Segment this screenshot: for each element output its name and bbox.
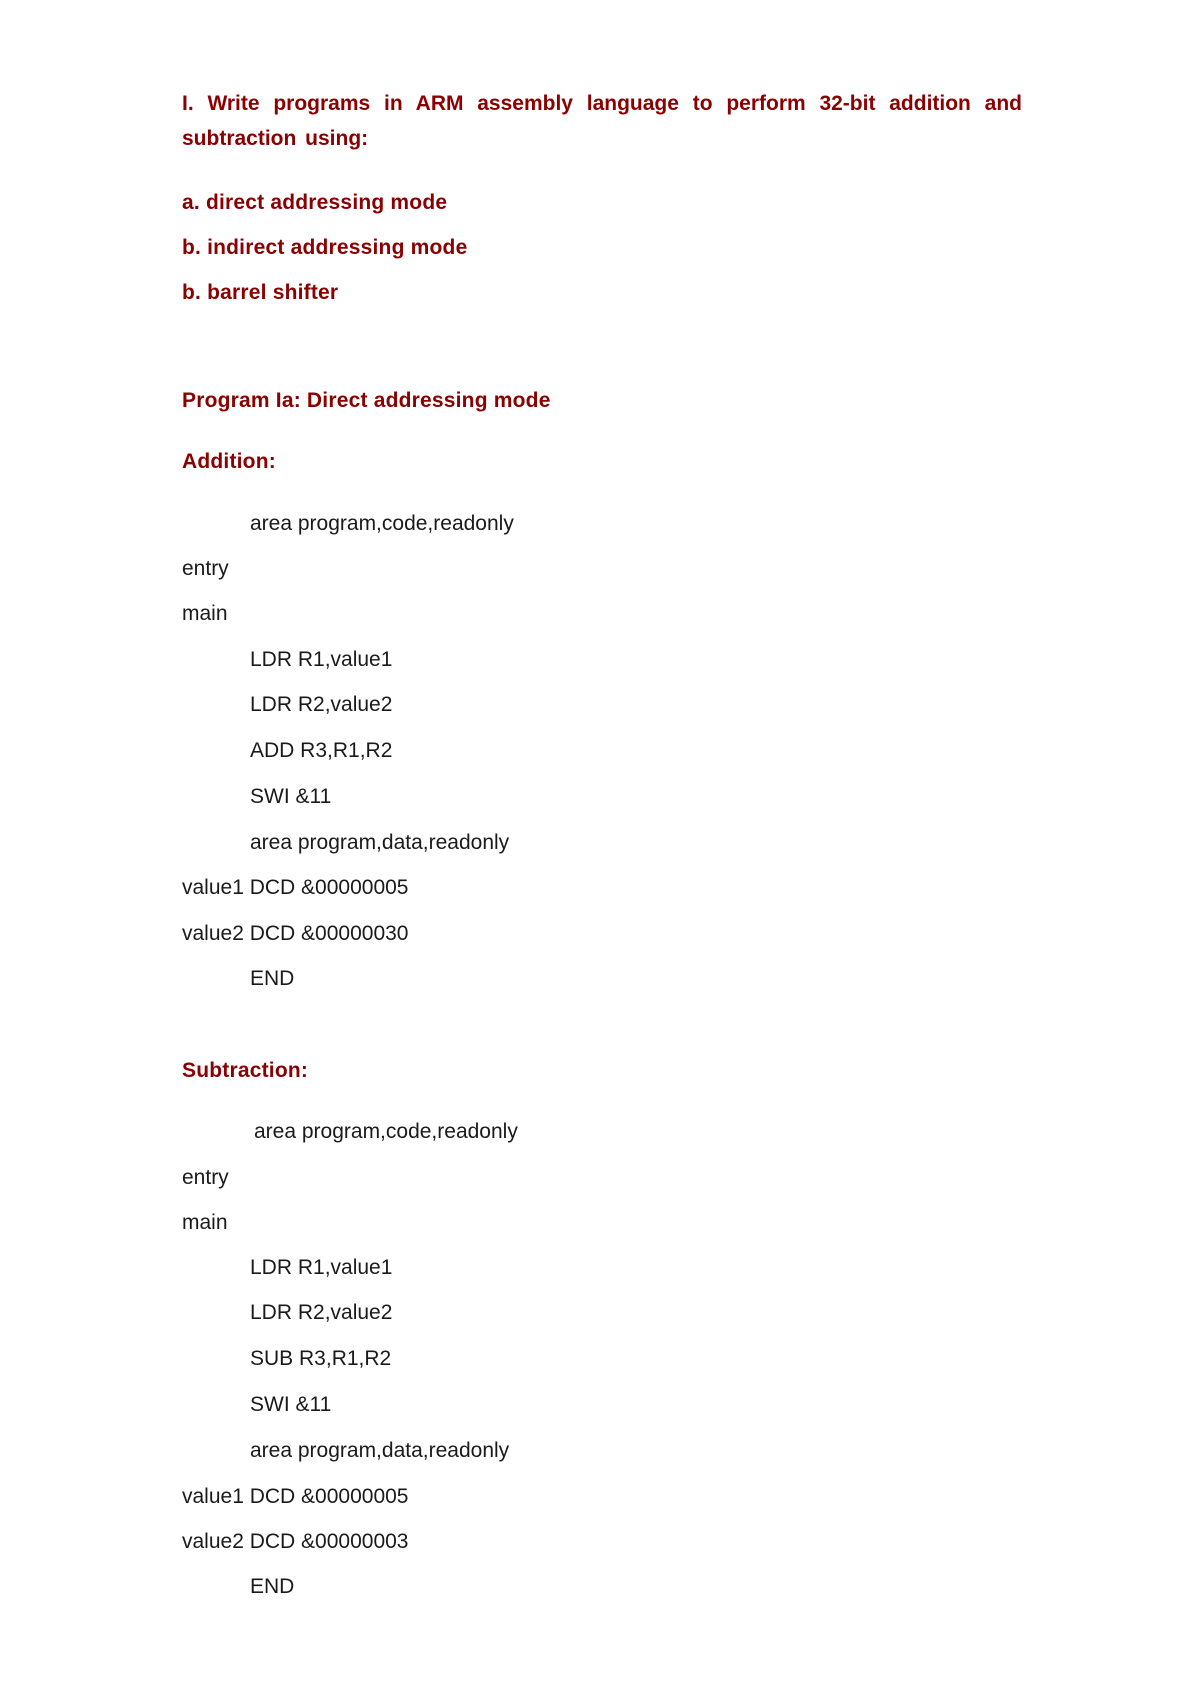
- code-line: LDR R1,value1: [250, 1256, 393, 1279]
- code-line: main: [182, 1211, 228, 1234]
- program-title: Program Ia: Direct addressing mode: [182, 389, 551, 412]
- code-line: LDR R2,value2: [250, 1301, 393, 1324]
- code-line: value2 DCD &00000003: [182, 1530, 409, 1553]
- code-line: value1 DCD &00000005: [182, 876, 409, 899]
- task-statement: I. Write programs in ARM assembly language to perform 32-bit addition and subtraction using:: [182, 92, 1022, 150]
- code-line: END: [250, 1575, 295, 1598]
- code-line: LDR R1,value1: [250, 648, 393, 671]
- option-indirect-addressing: b. indirect addressing mode: [182, 236, 468, 259]
- code-line: value2 DCD &00000030: [182, 922, 409, 945]
- code-line: area program,code,readonly: [254, 1120, 518, 1143]
- addition-heading: Addition:: [182, 450, 276, 473]
- code-line: entry: [182, 557, 229, 580]
- code-line: area program,data,readonly: [250, 831, 510, 854]
- option-direct-addressing: a. direct addressing mode: [182, 191, 448, 214]
- code-line: SUB R3,R1,R2: [250, 1347, 392, 1370]
- code-line: SWI &11: [250, 785, 332, 808]
- code-line: main: [182, 602, 228, 625]
- code-line: END: [250, 967, 295, 990]
- code-line: area program,data,readonly: [250, 1439, 510, 1462]
- code-line: LDR R2,value2: [250, 693, 393, 716]
- code-line: entry: [182, 1166, 229, 1189]
- option-barrel-shifter: b. barrel shifter: [182, 281, 339, 304]
- code-line: SWI &11: [250, 1393, 332, 1416]
- code-line: value1 DCD &00000005: [182, 1485, 409, 1508]
- code-line: area program,code,readonly: [250, 512, 514, 535]
- code-line: ADD R3,R1,R2: [250, 739, 393, 762]
- subtraction-heading: Subtraction:: [182, 1059, 309, 1082]
